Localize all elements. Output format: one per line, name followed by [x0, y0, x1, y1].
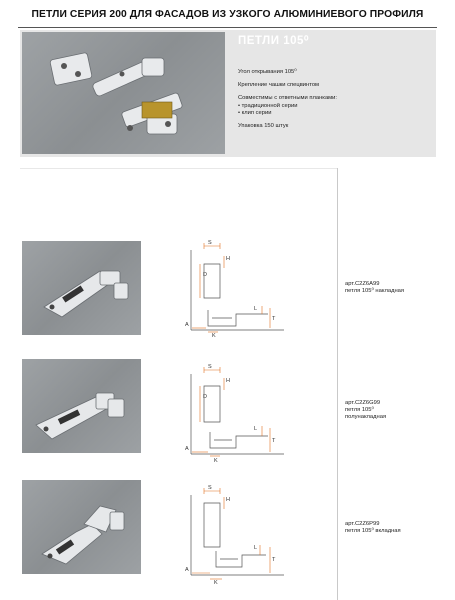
- hero-specs: [238, 69, 337, 131]
- item-article: арт.C2Z6P99: [345, 521, 380, 527]
- item-description: петля 105⁰: [345, 407, 374, 414]
- dim-label: K: [214, 580, 218, 585]
- dim-label: T: [272, 316, 276, 322]
- spec-compatible-traditional: • традиционной серии: [238, 102, 298, 109]
- spec-compatible-clip: • клип серии: [238, 110, 272, 117]
- dim-label: T: [272, 557, 276, 563]
- item-description: петля 105⁰ вкладная: [345, 528, 401, 535]
- dimension-labels-1: [185, 240, 276, 338]
- dim-label: H: [226, 497, 230, 503]
- dim-label: S: [208, 240, 212, 246]
- spec-cup-mounting: Крепление чашки спецвинтом: [238, 82, 320, 89]
- dim-label: L: [254, 306, 258, 312]
- dim-label: D: [203, 272, 207, 278]
- dimension-labels-2: [185, 364, 276, 464]
- hinge-photo-overlay: [22, 241, 141, 335]
- dimension-diagram-half-overlay: [180, 364, 300, 464]
- spec-compatible-heading: Совместимы с ответными планками:: [238, 95, 338, 102]
- dimension-diagram-inset: [180, 485, 300, 585]
- item-overlay-text: [345, 281, 404, 295]
- column-divider: [337, 168, 338, 600]
- dimension-diagram-overlay: [180, 238, 300, 338]
- title-rule: [18, 27, 437, 28]
- item-article: арт.C2Z6A99: [345, 281, 380, 287]
- hinge-photo-inset: [22, 480, 141, 574]
- dim-label: H: [226, 378, 230, 384]
- dim-label: D: [203, 394, 207, 400]
- item-half-overlay-text: [345, 400, 386, 422]
- dim-label: A: [185, 446, 189, 452]
- dim-label: T: [272, 438, 276, 444]
- item-description: полунакладная: [345, 414, 387, 421]
- hero-hinge-photo: [22, 32, 225, 154]
- dim-label: L: [254, 426, 258, 432]
- hero-heading: ПЕТЛИ 105⁰: [238, 35, 310, 47]
- dim-label: K: [214, 458, 218, 464]
- dim-label: A: [185, 322, 189, 328]
- section-divider: [20, 168, 337, 169]
- dim-label: S: [208, 485, 212, 491]
- dimension-labels-3: [185, 485, 276, 585]
- item-inset-text: [345, 521, 401, 535]
- spec-opening-angle: Угол открывания 105⁰: [238, 69, 297, 75]
- item-article: арт.C2Z6G99: [345, 400, 381, 406]
- spec-packaging: Упаковка 150 штук: [238, 123, 289, 130]
- dim-label: S: [208, 364, 212, 370]
- page-title: ПЕТЛИ СЕРИЯ 200 ДЛЯ ФАСАДОВ ИЗ УЗКОГО АЛЮМИНИЕВОГО ПРОФИЛЯ: [31, 9, 424, 20]
- dim-label: L: [254, 545, 258, 551]
- item-description: петля 105⁰ накладная: [345, 288, 405, 295]
- dim-label: K: [212, 333, 216, 338]
- hinge-photo-half-overlay: [22, 359, 141, 453]
- dim-label: A: [185, 567, 189, 573]
- dim-label: H: [226, 256, 230, 262]
